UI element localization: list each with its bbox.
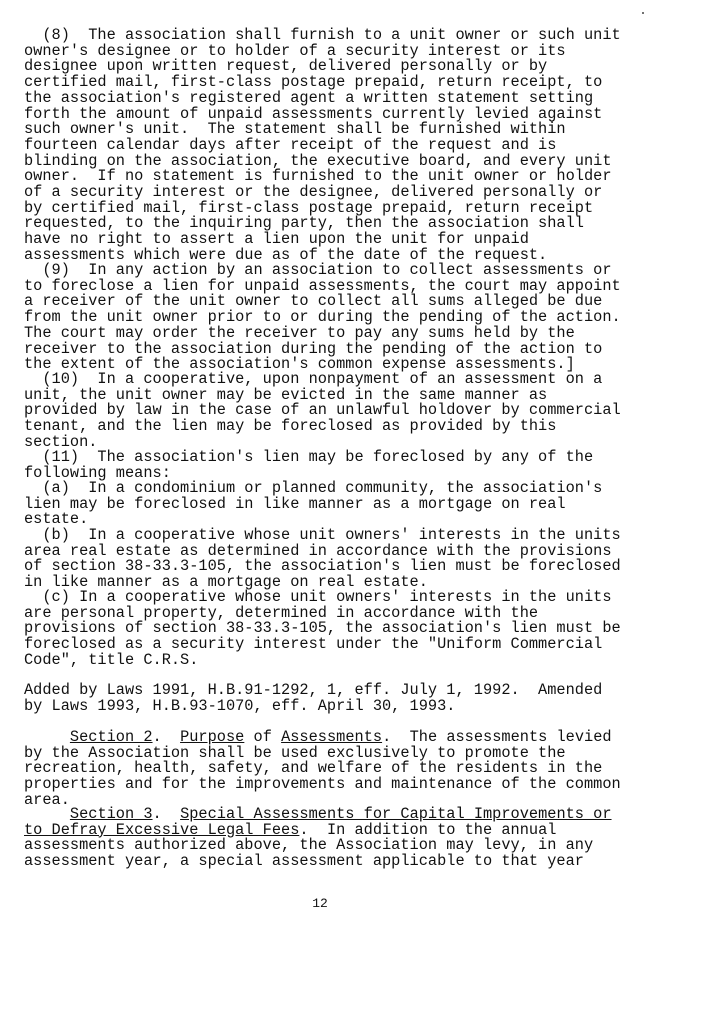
paragraph-9: (9) In any action by an association to collect assessments or to foreclose a lien for unpaid assessments, the court may appoint a receiver of the unit owner to collect all sums alleged be due from the unit owner prior to or during the pending of the action. The court may order the receiver to pay any sums held by the receiver to the association during the pending of the action to the extent of the association's common expense assessments.] <box>24 261 621 374</box>
section-3: Section 3. Special Assessments for Capital Improvements or to Defray Excessive Legal Fees. In addition to the annual assessments authorized above, the Association may levy, in any assessment year, a special assessment applicable to that year <box>24 805 612 871</box>
section-2-title: Purpose <box>180 728 245 746</box>
paragraph-8: (8) The association shall furnish to a unit owner or such unit owner's designee or to holder of a security interest or its designee upon written request, delivered personally or by certified mail, first-class postage prepaid, return receipt, to the association's registered agent a written statement setting forth the amount of unpaid assessments currently levied against such owner's unit. The statement shall be furnished within fourteen calendar days after receipt of the request and is blinding on the association, the executive board, and every unit owner. If no statement is furnished to the unit owner or holder of a security interest or the designee, delivered personally or by certified mail, first-class postage prepaid, return receipt requested, to the inquiring party, then the association shall have no right to assert a lien upon the unit for unpaid assessments which were due as of the date of the request. <box>24 26 621 264</box>
legislative-history: Added by Laws 1991, H.B.91-1292, 1, eff. July 1, 1992. Amended by Laws 1993, H.B.93-1070, eff. April 30, 1993. <box>24 681 603 715</box>
section-2-text: The assessments levied by the Association shall be used exclusively to promote the recreation, health, safety, and welfare of the residents in the properties and for the improvements and maintenance of the common area. <box>24 728 621 809</box>
section-2-title-of: of <box>253 728 272 746</box>
section-3-title-line-2: to Defray Excessive Legal Fees <box>24 820 300 839</box>
page-number: 12 <box>312 896 328 911</box>
scan-speck <box>642 12 644 14</box>
section-2-label: Section 2 <box>69 728 153 746</box>
paragraph-11b: (b) In a cooperative whose unit owners' interests in the units area real estate as determined in accordance with the provisions of section 38-33.3-105, the association's lien must be foreclosed in like manner as a mortgage on real estate. <box>24 526 621 592</box>
section-2-title-word: Assessments <box>281 728 383 746</box>
paragraph-10: (10) In a cooperative, upon nonpayment of an assessment on a unit, the unit owner may be evicted in the same manner as provided by law in the case of an unlawful holdover by commercial tenant, and the lien may be foreclosed as provided by this section. <box>24 370 621 451</box>
section-2: Section 2. Purpose of Assessments. The assessments levied by the Association shall be used exclusively to promote the recreation, health, safety, and welfare of the residents in the properties and for the improvements and maintenance of the common area. <box>24 728 621 809</box>
section-3-label: Section 3 <box>69 805 153 823</box>
section-3-text: In addition to the annual assessments authorized above, the Association may levy, in any assessment year, a special assessment applicable to that year <box>24 820 594 871</box>
paragraph-11: (11) The association's lien may be foreclosed by any of the following means: <box>24 448 594 482</box>
paragraph-11c: (c) In a cooperative whose unit owners' interests in the units are personal property, determined in accordance with the provisions of section 38-33.3-105, the association's lien must be foreclosed as a security interest under the "Uniform Commercial Code", title C.R.S. <box>24 588 621 669</box>
section-3-title-line-1: Special Assessments for Capital Improvements or <box>180 805 612 823</box>
paragraph-11a: (a) In a condominium or planned community, the association's lien may be foreclosed in like manner as a mortgage on real estate. <box>24 479 603 529</box>
